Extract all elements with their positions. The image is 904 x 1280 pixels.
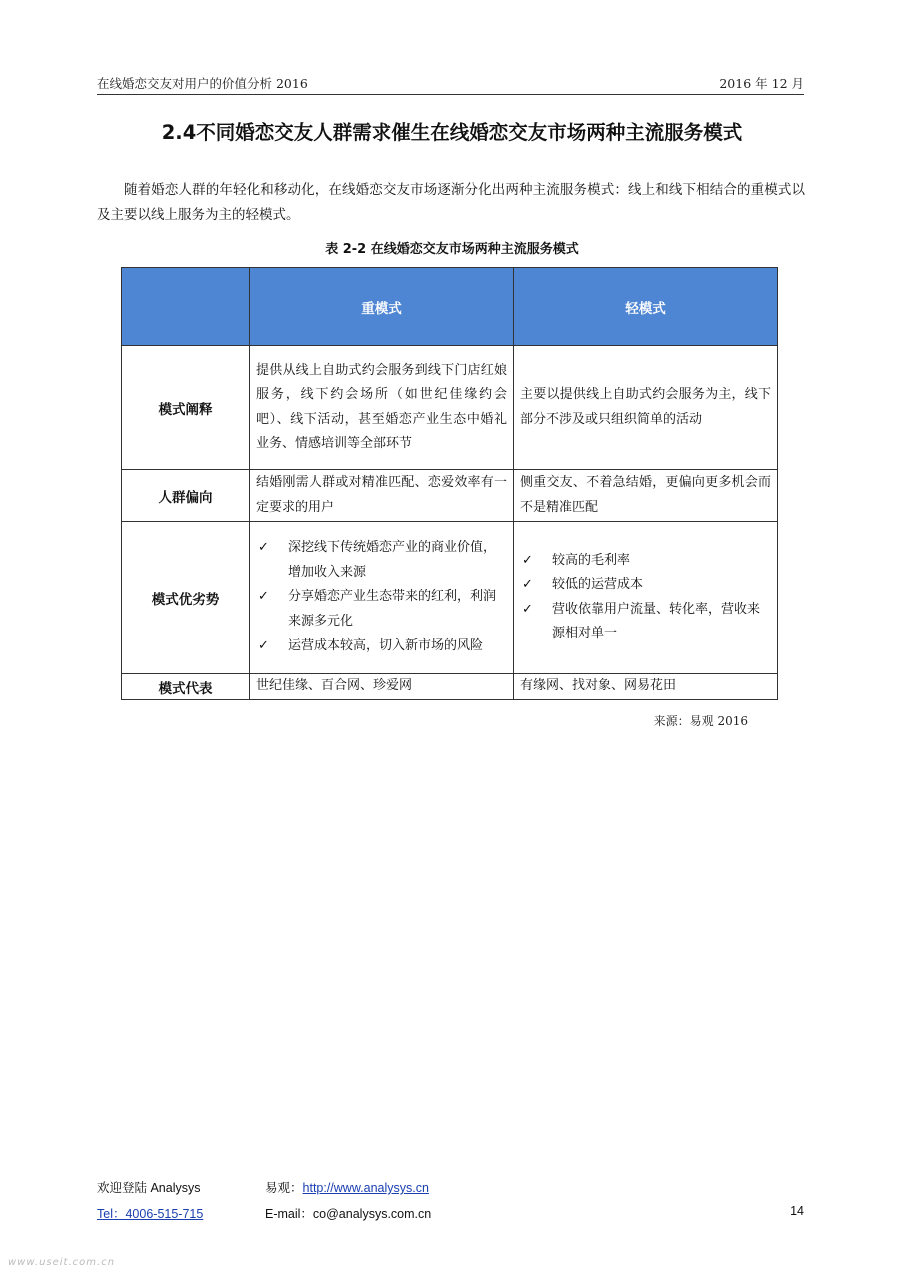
light-cell: 侧重交友、不着急结婚，更偏向更多机会而不是精准匹配 xyxy=(514,470,778,522)
site-label: 易观： xyxy=(265,1181,303,1195)
table-row xyxy=(122,674,778,700)
check-icon: ✓ xyxy=(522,601,533,617)
row-label: 模式阐释 xyxy=(122,346,250,470)
point-text: 分享婚恋产业生态带来的红利，利润来源多元化 xyxy=(288,589,497,629)
table-row xyxy=(122,346,778,470)
list-item xyxy=(520,549,771,574)
heavy-points-list xyxy=(256,536,507,659)
section-title: 2.4不同婚恋交友人群需求催生在线婚恋交友市场两种主流服务模式 xyxy=(161,121,743,144)
check-icon: ✓ xyxy=(258,589,269,605)
heavy-cell: 提供从线上自助式约会服务到线下门店红娘服务，线下约会场所（如世纪佳缘约会吧）、线下活动，甚至婚恋产业生态中婚礼业务、情感培训等全部环节 xyxy=(250,346,514,470)
page-number: 14 xyxy=(790,1204,804,1218)
heavy-cell xyxy=(250,522,514,674)
row-label: 模式代表 xyxy=(122,674,250,700)
check-icon: ✓ xyxy=(258,638,269,654)
light-points-list xyxy=(520,549,771,647)
header-date: 2016 年 12 月 xyxy=(719,76,804,91)
header-corner xyxy=(122,268,250,346)
table-row xyxy=(122,470,778,522)
column-heavy: 重模式 xyxy=(250,268,514,346)
footer-site xyxy=(265,1178,429,1196)
light-cell: 主要以提供线上自助式约会服务为主，线下部分不涉及或只组织简单的活动 xyxy=(514,346,778,470)
list-item xyxy=(520,573,771,598)
point-text: 运营成本较高，切入新市场的风险 xyxy=(288,638,484,654)
table-row xyxy=(122,522,778,674)
column-light: 轻模式 xyxy=(514,268,778,346)
header-title: 在线婚恋交友对用户的价值分析 2016 xyxy=(97,76,308,91)
light-cell xyxy=(514,522,778,674)
row-label: 模式优劣势 xyxy=(122,522,250,674)
footer-email: E-mail：co@analysys.com.cn xyxy=(265,1207,432,1221)
point-text: 营收依靠用户流量、转化率，营收来源相对单一 xyxy=(552,601,761,641)
point-text: 较低的运营成本 xyxy=(552,577,644,592)
footer-row-2 xyxy=(97,1204,804,1224)
watermark: www.useit.com.cn xyxy=(8,1257,116,1268)
point-text: 深挖线下传统婚恋产业的商业价值，增加收入来源 xyxy=(288,540,497,580)
tel-link[interactable]: Tel：4006-515-715 xyxy=(97,1207,204,1221)
intro-paragraph: 随着婚恋人群的年轻化和移动化，在线婚恋交友市场逐渐分化出两种主流服务模式：线上和线下相结合的重模式以及主要以线上服务为主的轻模式。 xyxy=(97,182,805,223)
heavy-cell: 世纪佳缘、百合网、珍爱网 xyxy=(250,674,514,700)
page-header xyxy=(97,74,804,95)
list-item xyxy=(256,634,507,659)
modes-table xyxy=(121,267,778,700)
list-item xyxy=(520,598,771,647)
footer-welcome: 欢迎登陆 Analysys xyxy=(97,1181,201,1195)
light-cell: 有缘网、找对象、网易花田 xyxy=(514,674,778,700)
list-item xyxy=(256,585,507,634)
check-icon: ✓ xyxy=(522,552,533,568)
heavy-cell: 结婚刚需人群或对精准匹配、恋爱效率有一定要求的用户 xyxy=(250,470,514,522)
site-link[interactable]: http://www.analysys.cn xyxy=(302,1181,429,1195)
footer-row-1 xyxy=(97,1178,804,1198)
point-text: 较高的毛利率 xyxy=(552,552,631,568)
check-icon: ✓ xyxy=(258,540,269,556)
table-header-row xyxy=(122,268,778,346)
source-note: 来源：易观 2016 xyxy=(653,714,748,728)
row-label: 人群偏向 xyxy=(122,470,250,522)
list-item xyxy=(256,536,507,585)
check-icon: ✓ xyxy=(522,577,533,592)
table-caption: 表 2-2 在线婚恋交友市场两种主流服务模式 xyxy=(325,242,579,257)
